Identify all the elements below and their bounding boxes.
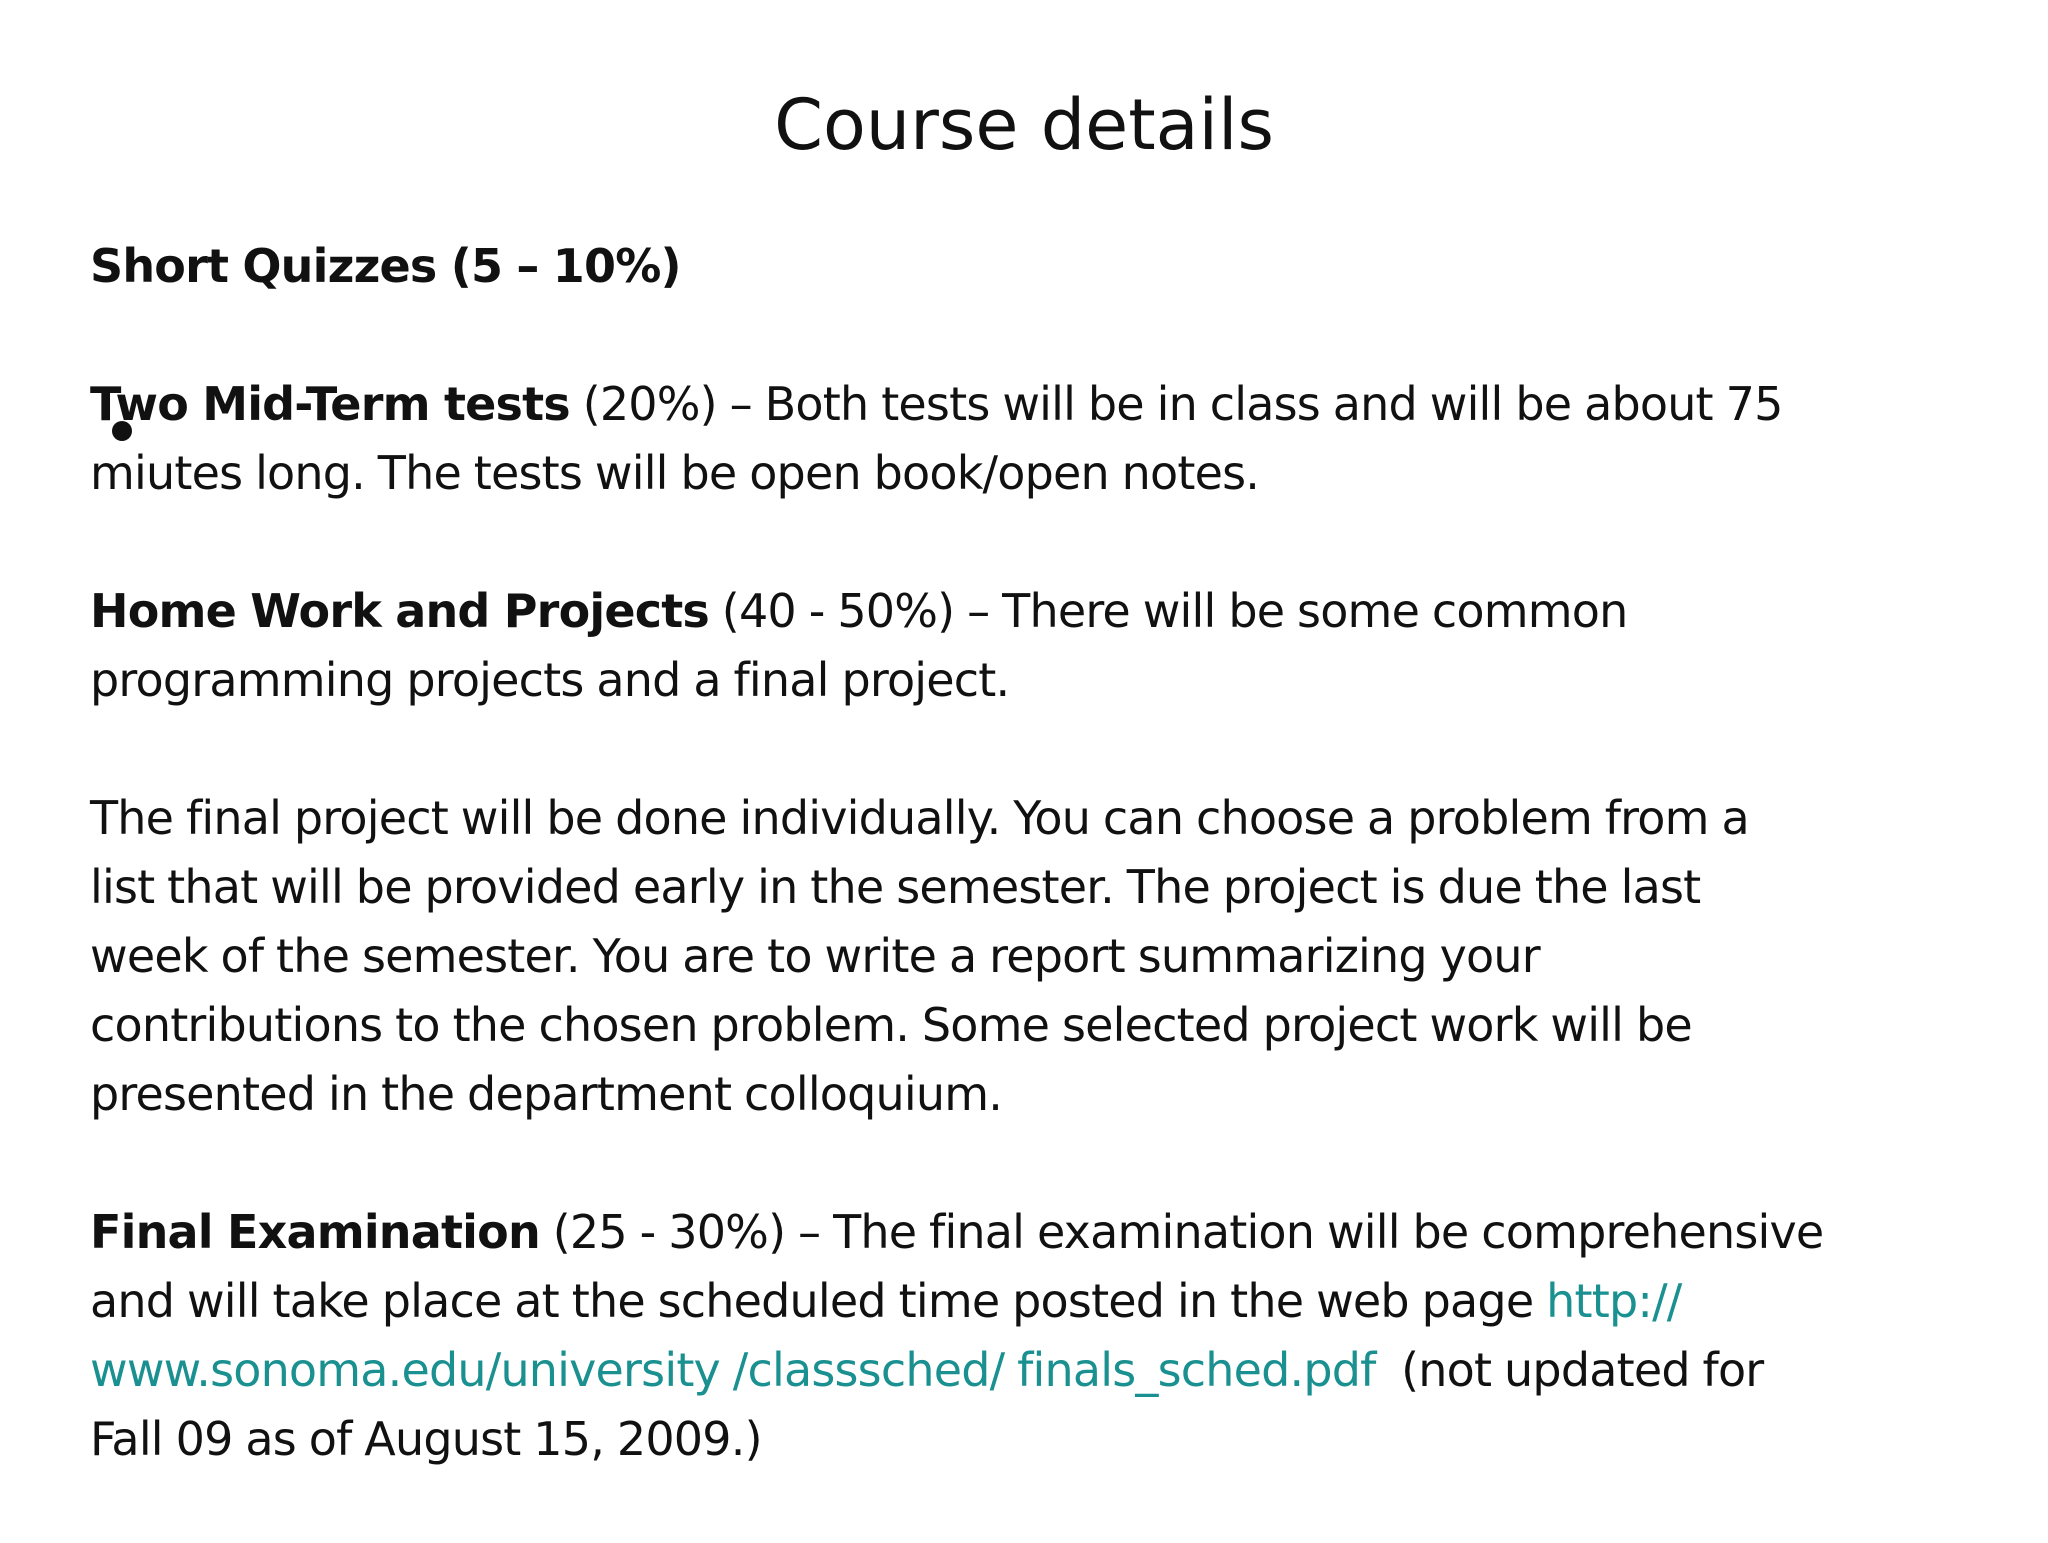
- final-exam-text-2: and will take place at the scheduled time posted in the web page: [90, 1274, 1547, 1328]
- midterms-line-2: miutes long. The tests will be open book/open notes.: [90, 446, 1260, 500]
- final-exam-line-1: [90, 1198, 1990, 1267]
- final-exam-text-3: (not updated for: [1375, 1343, 1764, 1397]
- finals-schedule-link-start[interactable]: http://: [1546, 1274, 1682, 1328]
- finals-schedule-link[interactable]: www.sonoma.edu/university /classsched/ finals_sched.pdf: [90, 1343, 1376, 1397]
- final-exam-line-3: [90, 1336, 1990, 1405]
- homework-paragraph: [90, 577, 1990, 715]
- final-exam-line-4: Fall 09 as of August 15, 2009.): [90, 1412, 762, 1466]
- final-project-line: list that will be provided early in the semester. The project is due the last: [90, 860, 1701, 914]
- final-exam-heading: Final Examination: [90, 1205, 540, 1259]
- homework-line-1: [90, 577, 1990, 646]
- homework-heading: Home Work and Projects: [90, 584, 709, 638]
- quizzes-heading: Short Quizzes (5 – 10%): [90, 239, 681, 293]
- final-project-line: presented in the department colloquium.: [90, 1067, 1003, 1121]
- final-project-line: The final project will be done individually. You can choose a problem from a: [90, 791, 1749, 845]
- midterms-heading: Two Mid-Term tests: [90, 377, 570, 431]
- final-exam-paragraph: [90, 1198, 1990, 1474]
- quizzes-paragraph: [90, 232, 1990, 301]
- homework-text-1: (40 - 50%) – There will be some common: [708, 584, 1628, 638]
- midterms-paragraph: [90, 370, 1990, 508]
- slide-body: [90, 232, 1990, 1543]
- homework-line-2: programming projects and a final project.: [90, 653, 1010, 707]
- midterms-line-1: [90, 370, 1990, 439]
- slide-title: Course details: [774, 84, 1274, 166]
- quizzes-line: [90, 232, 1990, 301]
- midterms-text-1: (20%) – Both tests will be in class and will be about 75: [569, 377, 1783, 431]
- final-project-line: contributions to the chosen problem. Some selected project work will be: [90, 998, 1692, 1052]
- final-project-paragraph: [90, 784, 1990, 1129]
- final-project-line: week of the semester. You are to write a report summarizing your: [90, 929, 1540, 983]
- final-exam-text-1: (25 - 30%) – The final examination will be comprehensive: [539, 1205, 1824, 1259]
- final-exam-line-2: [90, 1267, 1990, 1336]
